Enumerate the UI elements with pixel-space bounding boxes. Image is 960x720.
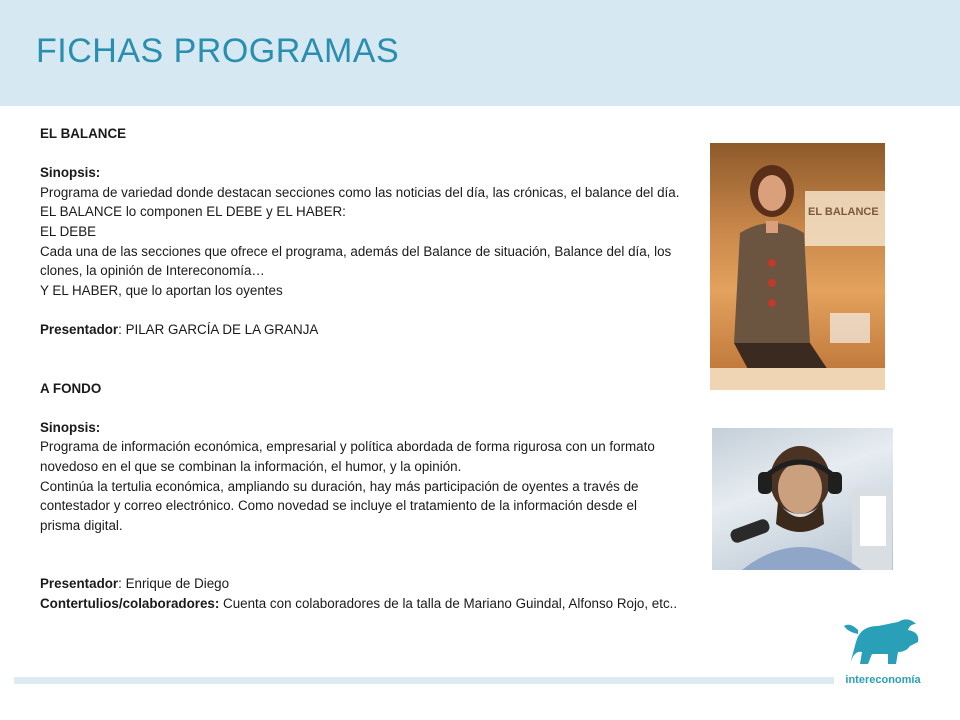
collaborators-line <box>40 594 680 614</box>
presenter-label: Presentador <box>40 576 119 592</box>
synopsis-line: Programa de variedad donde destacan secciones como las noticias del día, las crónicas, el balance del día. <box>40 184 680 200</box>
logo-text: intereconomía <box>845 674 921 686</box>
collaborators-value: Cuenta con colaboradores de la talla de Mariano Guindal, Alfonso Rojo, etc.. <box>219 595 678 611</box>
synopsis-label: Sinopsis: <box>40 419 101 435</box>
presenter-line <box>40 320 680 340</box>
bull-icon <box>838 612 928 672</box>
footer-bar <box>14 677 834 684</box>
synopsis-line: Continúa la tertulia económica, ampliando su duración, hay más participación de oyentes a través de contestador y correo electrónico. Como novedad se incluye el tratamiento de la información desde el prisma digital. <box>40 478 639 533</box>
synopsis-line: Programa de información económica, empresarial y política abordada de forma rigurosa con un formato novedoso en el que se combinan la información, el humor, y la opinión. <box>40 439 655 474</box>
page-title: FICHAS PROGRAMAS <box>36 32 400 70</box>
program-list <box>40 124 680 613</box>
presenter-value: : PILAR GARCÍA DE LA GRANJA <box>118 321 319 337</box>
synopsis-line: EL DEBE <box>40 223 97 239</box>
presenter-line <box>40 574 680 594</box>
synopsis-label: Sinopsis: <box>40 165 101 181</box>
program-name: EL BALANCE <box>40 126 127 141</box>
studio-sign-text: EL BALANCE <box>808 206 879 218</box>
presenter-photo-el-balance <box>710 143 885 390</box>
program-name: A FONDO <box>40 380 102 396</box>
presenter-label: Presentador <box>40 321 119 337</box>
intereconomia-logo <box>838 612 928 692</box>
presenter-photo-a-fondo <box>712 428 893 570</box>
collaborators-label: Contertulios/colaboradores: <box>40 595 220 611</box>
presenter-value: : Enrique de Diego <box>118 576 230 592</box>
synopsis-line: Y EL HABER, que lo aportan los oyentes <box>40 282 283 298</box>
synopsis-line: EL BALANCE lo componen EL DEBE y EL HABER: <box>40 204 346 220</box>
synopsis-line: Cada una de las secciones que ofrece el programa, además del Balance de situación, Balance del día, los clones, la opinión de Intereconomía… <box>40 243 672 279</box>
